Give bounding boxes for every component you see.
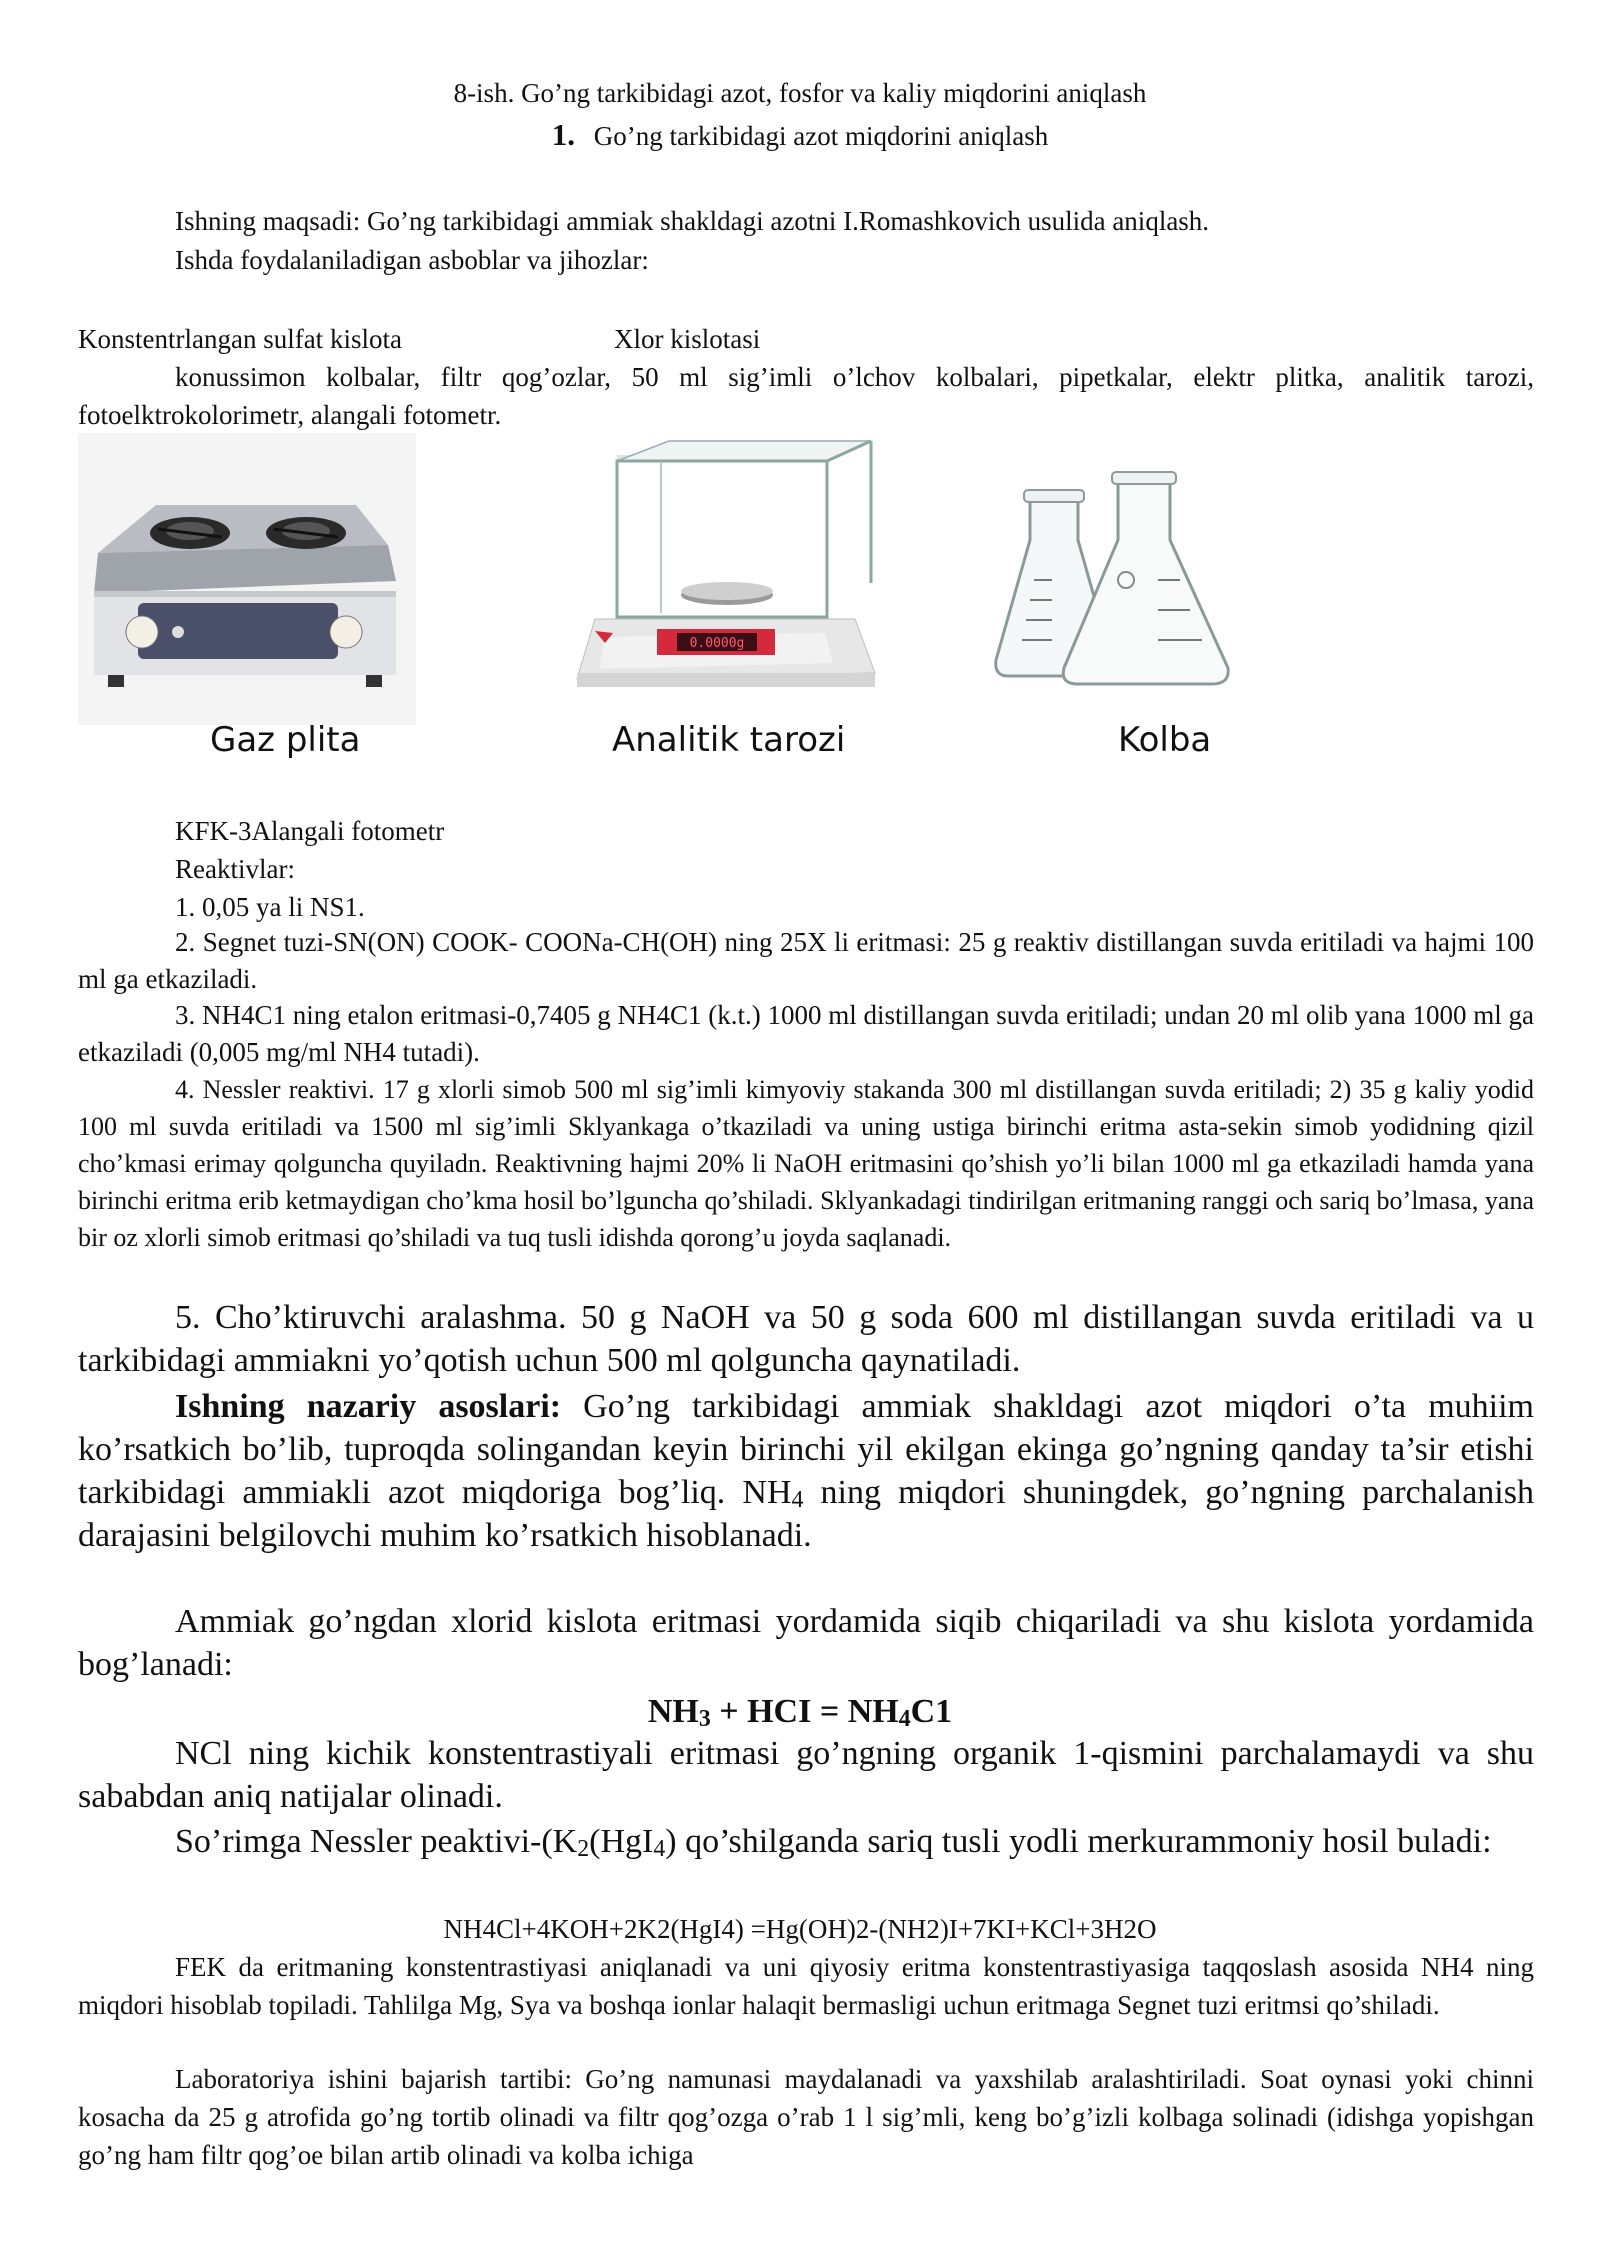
document-title: 8-ish. Go’ng tarkibidagi azot, fosfor va kaliy miqdorini aniqlash [453,78,1147,108]
nessler-text: (HgI [589,1823,654,1860]
analytic-balance-icon [565,433,885,703]
theory-nessler-paragraph [78,1820,1534,1863]
section-title: Go’ng tarkibidagi azot miqdorini aniqlash [593,121,1049,151]
theory-ammonia-paragraph: Ammiak go’ngdan xlorid kislota eritmasi yordamida siqib chiqariladi va shu kislota yordamida bog’lanadi: [78,1603,1534,1683]
equation-subscript: 4 [898,1706,911,1732]
equipment-heading: Ishda foydalaniladigan asboblar va jihozlar: [175,245,649,275]
equation-subscript: 3 [698,1706,711,1732]
theory-paragraph [78,1385,1534,1557]
gas-stove-image [78,433,416,725]
reagent-2: 2. Segnet tuzi-SN(ON) COOK- COONa-CH(OH) ning 25X li eritmasi: 25 g reaktiv distillangan suvda eritiladi va hajmi 100 ml ga etkaziladi. [78,927,1534,994]
reagent-3: 3. NH4C1 ning etalon eritmasi-0,7405 g NH4C1 (k.t.) 1000 ml distillangan suvda eritiladi; undan 20 ml olib yana 1000 ml ga etkaziladi (0,005 mg/ml NH4 tutadi). [78,1000,1534,1067]
section-number: 1. [551,117,576,152]
equation-part: C1 [910,1693,953,1730]
balance-display-readout: 0.0000g [689,636,745,651]
theory-text-b: ning miqdori shuningdek, go’ngning parchalanish darajasini belgilovchi muhim ko’rsatkich hisoblanadi. [78,1474,1534,1554]
equation-part: NH [647,1693,699,1730]
equipment-item-sulfuric-acid: Konstentrlangan sulfat kislota [78,324,402,354]
nessler-text: ) qo’shilganda sariq tusli yodli merkurammoniy hosil buladi: [665,1823,1492,1860]
nessler-subscript: 4 [653,1836,666,1862]
photometer-label: KFK-3Alangali fotometr [175,816,445,846]
equation-ammonia [0,1690,1600,1734]
nessler-subscript: 2 [577,1836,590,1862]
reagent-4: 4. Nessler reaktivi. 17 g xlorli simob 500 ml sig’imli kimyoviy stakanda 300 ml distillangan suvda eritiladi; 2) 35 g kaliy yodid 100 ml suvda eritiladi va 1500 ml sig’imli Sklyankaga o’tkaziladi va uning ustiga birinchi eritma asta-sekin simob yodidning qizil cho’kmasi erimay qolguncha quyiladn. Reaktivning hajmi 20% li NaOH eritmasini qo’shish yo’li bilan 1000 ml ga etkaziladi hamda yana birinchi eritma erib ketmaydigan cho’kma hosil bo’lguncha qo’shiladi. Sklyankadagi tindirilgan eritmaning ranggi och sariq bo’lmasa, yana bir oz xlorli simob eritmasi qo’shiladi va tuq tusli idishda qorong’u joyda saqlanadi. [78,1075,1534,1252]
theory-nh-subscript: 4 [791,1487,804,1513]
flask-icon [990,470,1250,692]
theory-text-a: Go’ng tarkibidagi ammiak shakldagi azot miqdori o’ta muhiim ko’rsatkich bo’lib, tuproqda solingandan keyin birinchi yil ekilgan ekinga go’ngning qanday ta’sir etishi tarkibidagi ammiakli azot miqdoriga bog’liq. NH [78,1388,1534,1511]
analytic-balance-image [565,433,885,703]
flasks-image [990,470,1250,692]
reagents-heading: Reaktivlar: [175,854,295,884]
theory-label: Ishning nazariy asoslari: [175,1388,562,1425]
reagent-5: 5. Cho’ktiruvchi aralashma. 50 g NaOH va 50 g soda 600 ml distillangan suvda eritiladi va u tarkibidagi ammiakni yo’qotish uchun 500 ml qolguncha qaynatiladi. [78,1299,1534,1379]
theory-fek-paragraph: FEK da eritmaning konstentrastiyasi aniqlanadi va uni qiyosiy eritma konstentrastiyasiga taqqoslash asosida NH4 ning miqdori hisoblab topiladi. Tahlilga Mg, Sya va boshqa ionlar halaqit bermasligi uchun eritmaga Segnet tuzi eritmsi qo’shiladi. [78,1952,1534,2020]
caption-flask: Kolba [1118,720,1212,760]
nessler-text: So’rimga Nessler peaktivi-(K [175,1823,578,1860]
work-goal: Ishning maqsadi: Go’ng tarkibidagi ammiak shakldagi azotni I.Romashkovich usulida aniqlash. [175,206,1210,236]
equipment-item-hydrochloric-acid: Xlor kislotasi [614,324,761,354]
gas-stove-icon [78,433,416,725]
caption-gas-stove: Gaz plita [210,720,361,760]
lab-procedure-paragraph: Laboratoriya ishini bajarish tartibi: Go’ng namunasi maydalanadi va yaxshilab aralashtiriladi. Soat oynasi yoki chinni kosacha da 25 g atrofida go’ng tortib olinadi va filtr qog’ozga o’rab 1 l sig’mli, keng bo’g’izli kolbaga solinadi (idishga yopishgan go’ng ham filtr qog’oe bilan artib olinadi va kolba ichiga [78,2064,1534,2170]
reagent-1: 1. 0,05 ya li NS1. [175,892,365,922]
caption-analytic-balance: Analitik tarozi [612,720,846,760]
equation-part: + HCI = NH [710,1693,899,1730]
theory-ncl-paragraph: NCl ning kichik konstentrastiyali eritmasi go’ngning organik 1-qismini parchalamaydi va shu sababdan aniq natijalar olinadi. [78,1735,1534,1815]
equation-nessler: NH4Cl+4KOH+2K2(HgI4) =Hg(OH)2-(NH2)I+7KI+KCl+3H2O [443,1914,1157,1944]
section-heading [0,116,1600,155]
equipment-list: konussimon kolbalar, filtr qog’ozlar, 50 ml sig’imli o’lchov kolbalari, pipetkalar, elektr plitka, analitik tarozi, fotoelktrokolorimetr, alangali fotometr. [78,362,1534,430]
